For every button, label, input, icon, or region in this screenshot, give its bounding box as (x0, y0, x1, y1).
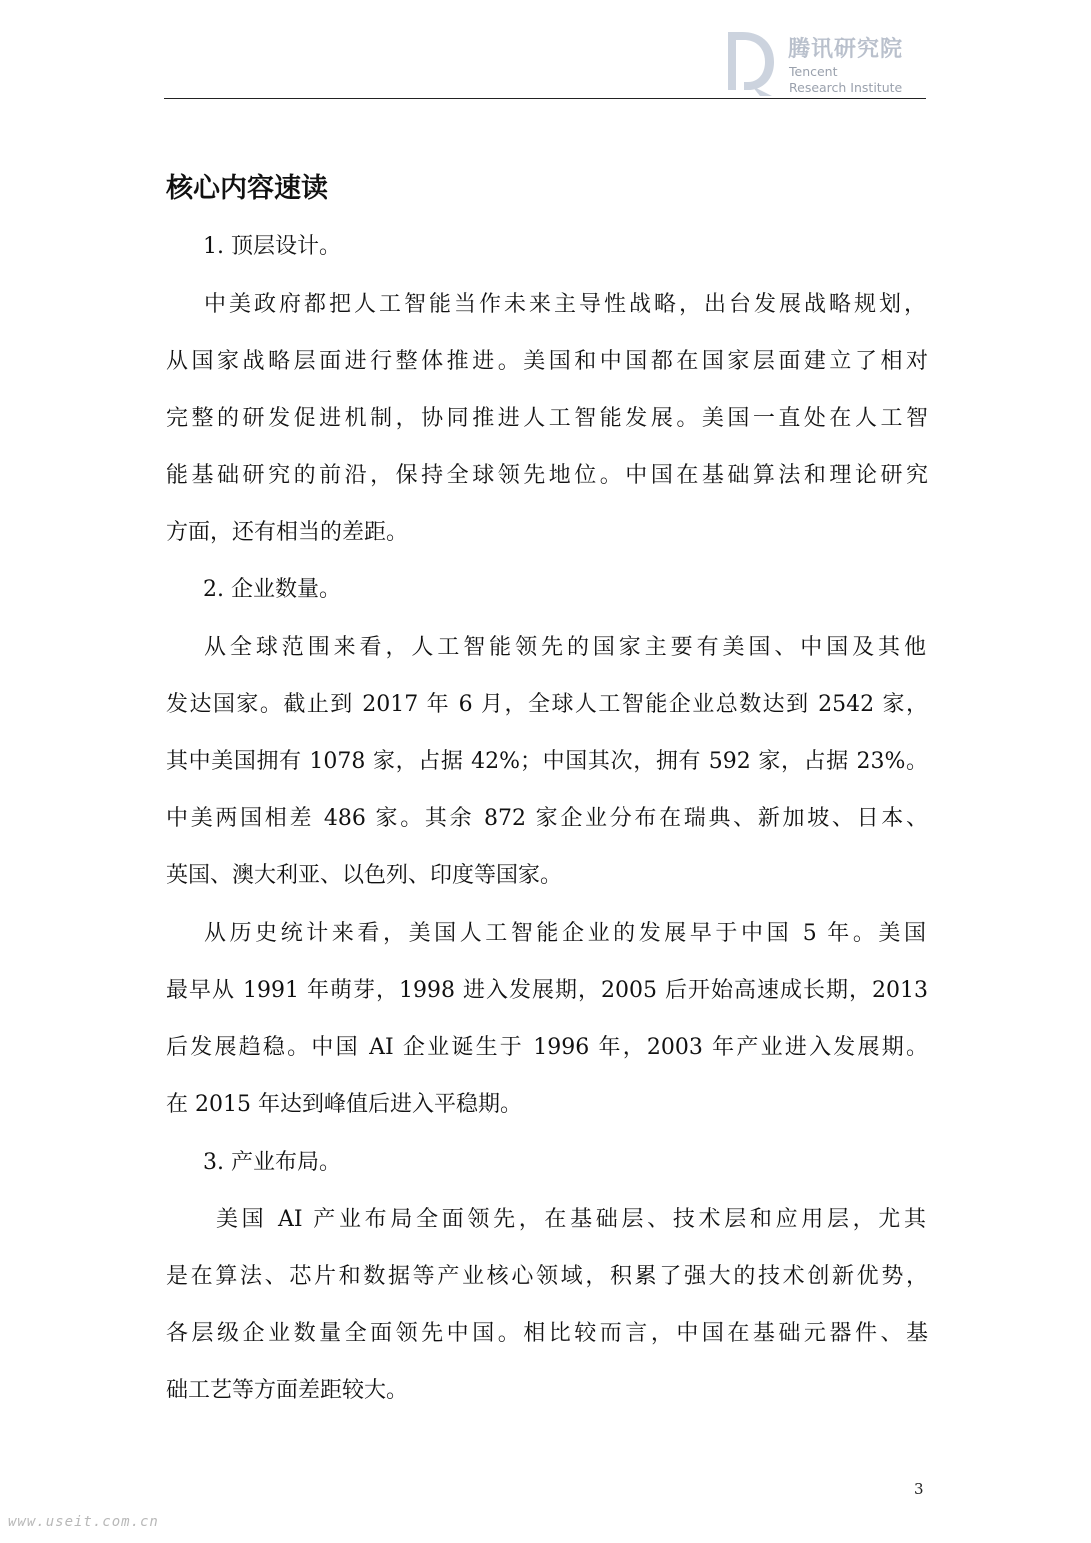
section-heading: 3. 产业布局。 (203, 1150, 341, 1175)
paragraph-line: 各层级企业数量全面领先中国。相比较而言，中国在基础元器件、基 (166, 1321, 928, 1346)
page-number: 3 (914, 1480, 924, 1498)
logo-english-line2: Research Institute (789, 80, 903, 95)
page-title: 核心内容速读 (166, 173, 328, 204)
logo-chinese-text: 腾讯研究院 (788, 37, 904, 62)
paragraph-line: 中美两国相差 486 家。其余 872 家企业分布在瑞典、新加坡、日本、 (166, 806, 928, 831)
paragraph-line: 从国家战略层面进行整体推进。美国和中国都在国家层面建立了相对 (166, 349, 928, 374)
paragraph-line: 完整的研发促进机制，协同推进人工智能发展。美国一直处在人工智 (166, 406, 928, 431)
watermark: www.useit.com.cn (8, 1514, 159, 1530)
paragraph-line: 最早从 1991 年萌芽，1998 进入发展期，2005 后开始高速成长期，2013 (166, 978, 928, 1003)
tencent-research-logo-mark-icon (722, 28, 782, 98)
tencent-research-logo (722, 28, 922, 98)
paragraph-line: 础工艺等方面差距较大。 (166, 1378, 409, 1403)
paragraph-line: 从历史统计来看，美国人工智能企业的发展早于中国 5 年。美国 (204, 921, 926, 946)
paragraph-line: 能基础研究的前沿，保持全球领先地位。中国在基础算法和理论研究 (166, 463, 928, 488)
paragraph-line: 发达国家。截止到 2017 年 6 月，全球人工智能企业总数达到 2542 家， (166, 692, 928, 717)
paragraph-line: 其中美国拥有 1078 家，占据 42%；中国其次，拥有 592 家，占据 23%。 (166, 749, 928, 774)
paragraph-line: 英国、澳大利亚、以色列、印度等国家。 (166, 863, 563, 888)
paragraph-line: 是在算法、芯片和数据等产业核心领域，积累了强大的技术创新优势， (166, 1264, 928, 1289)
paragraph-line: 从全球范围来看，人工智能领先的国家主要有美国、中国及其他 (204, 635, 926, 660)
logo-english-text (789, 64, 902, 96)
logo-english-line1: Tencent (789, 64, 838, 79)
paragraph-line: 中美政府都把人工智能当作未来主导性战略，出台发展战略规划， (204, 292, 926, 317)
section-heading: 2. 企业数量。 (203, 577, 341, 602)
paragraph-line: 在 2015 年达到峰值后进入平稳期。 (166, 1092, 522, 1117)
paragraph-line: 方面，还有相当的差距。 (166, 520, 409, 545)
section-heading: 1. 顶层设计。 (203, 234, 341, 259)
header-divider (164, 98, 926, 99)
paragraph-line: 后发展趋稳。中国 AI 企业诞生于 1996 年，2003 年产业进入发展期。 (166, 1035, 928, 1060)
paragraph-line: 美国 AI 产业布局全面领先，在基础层、技术层和应用层，尤其 (216, 1207, 926, 1232)
